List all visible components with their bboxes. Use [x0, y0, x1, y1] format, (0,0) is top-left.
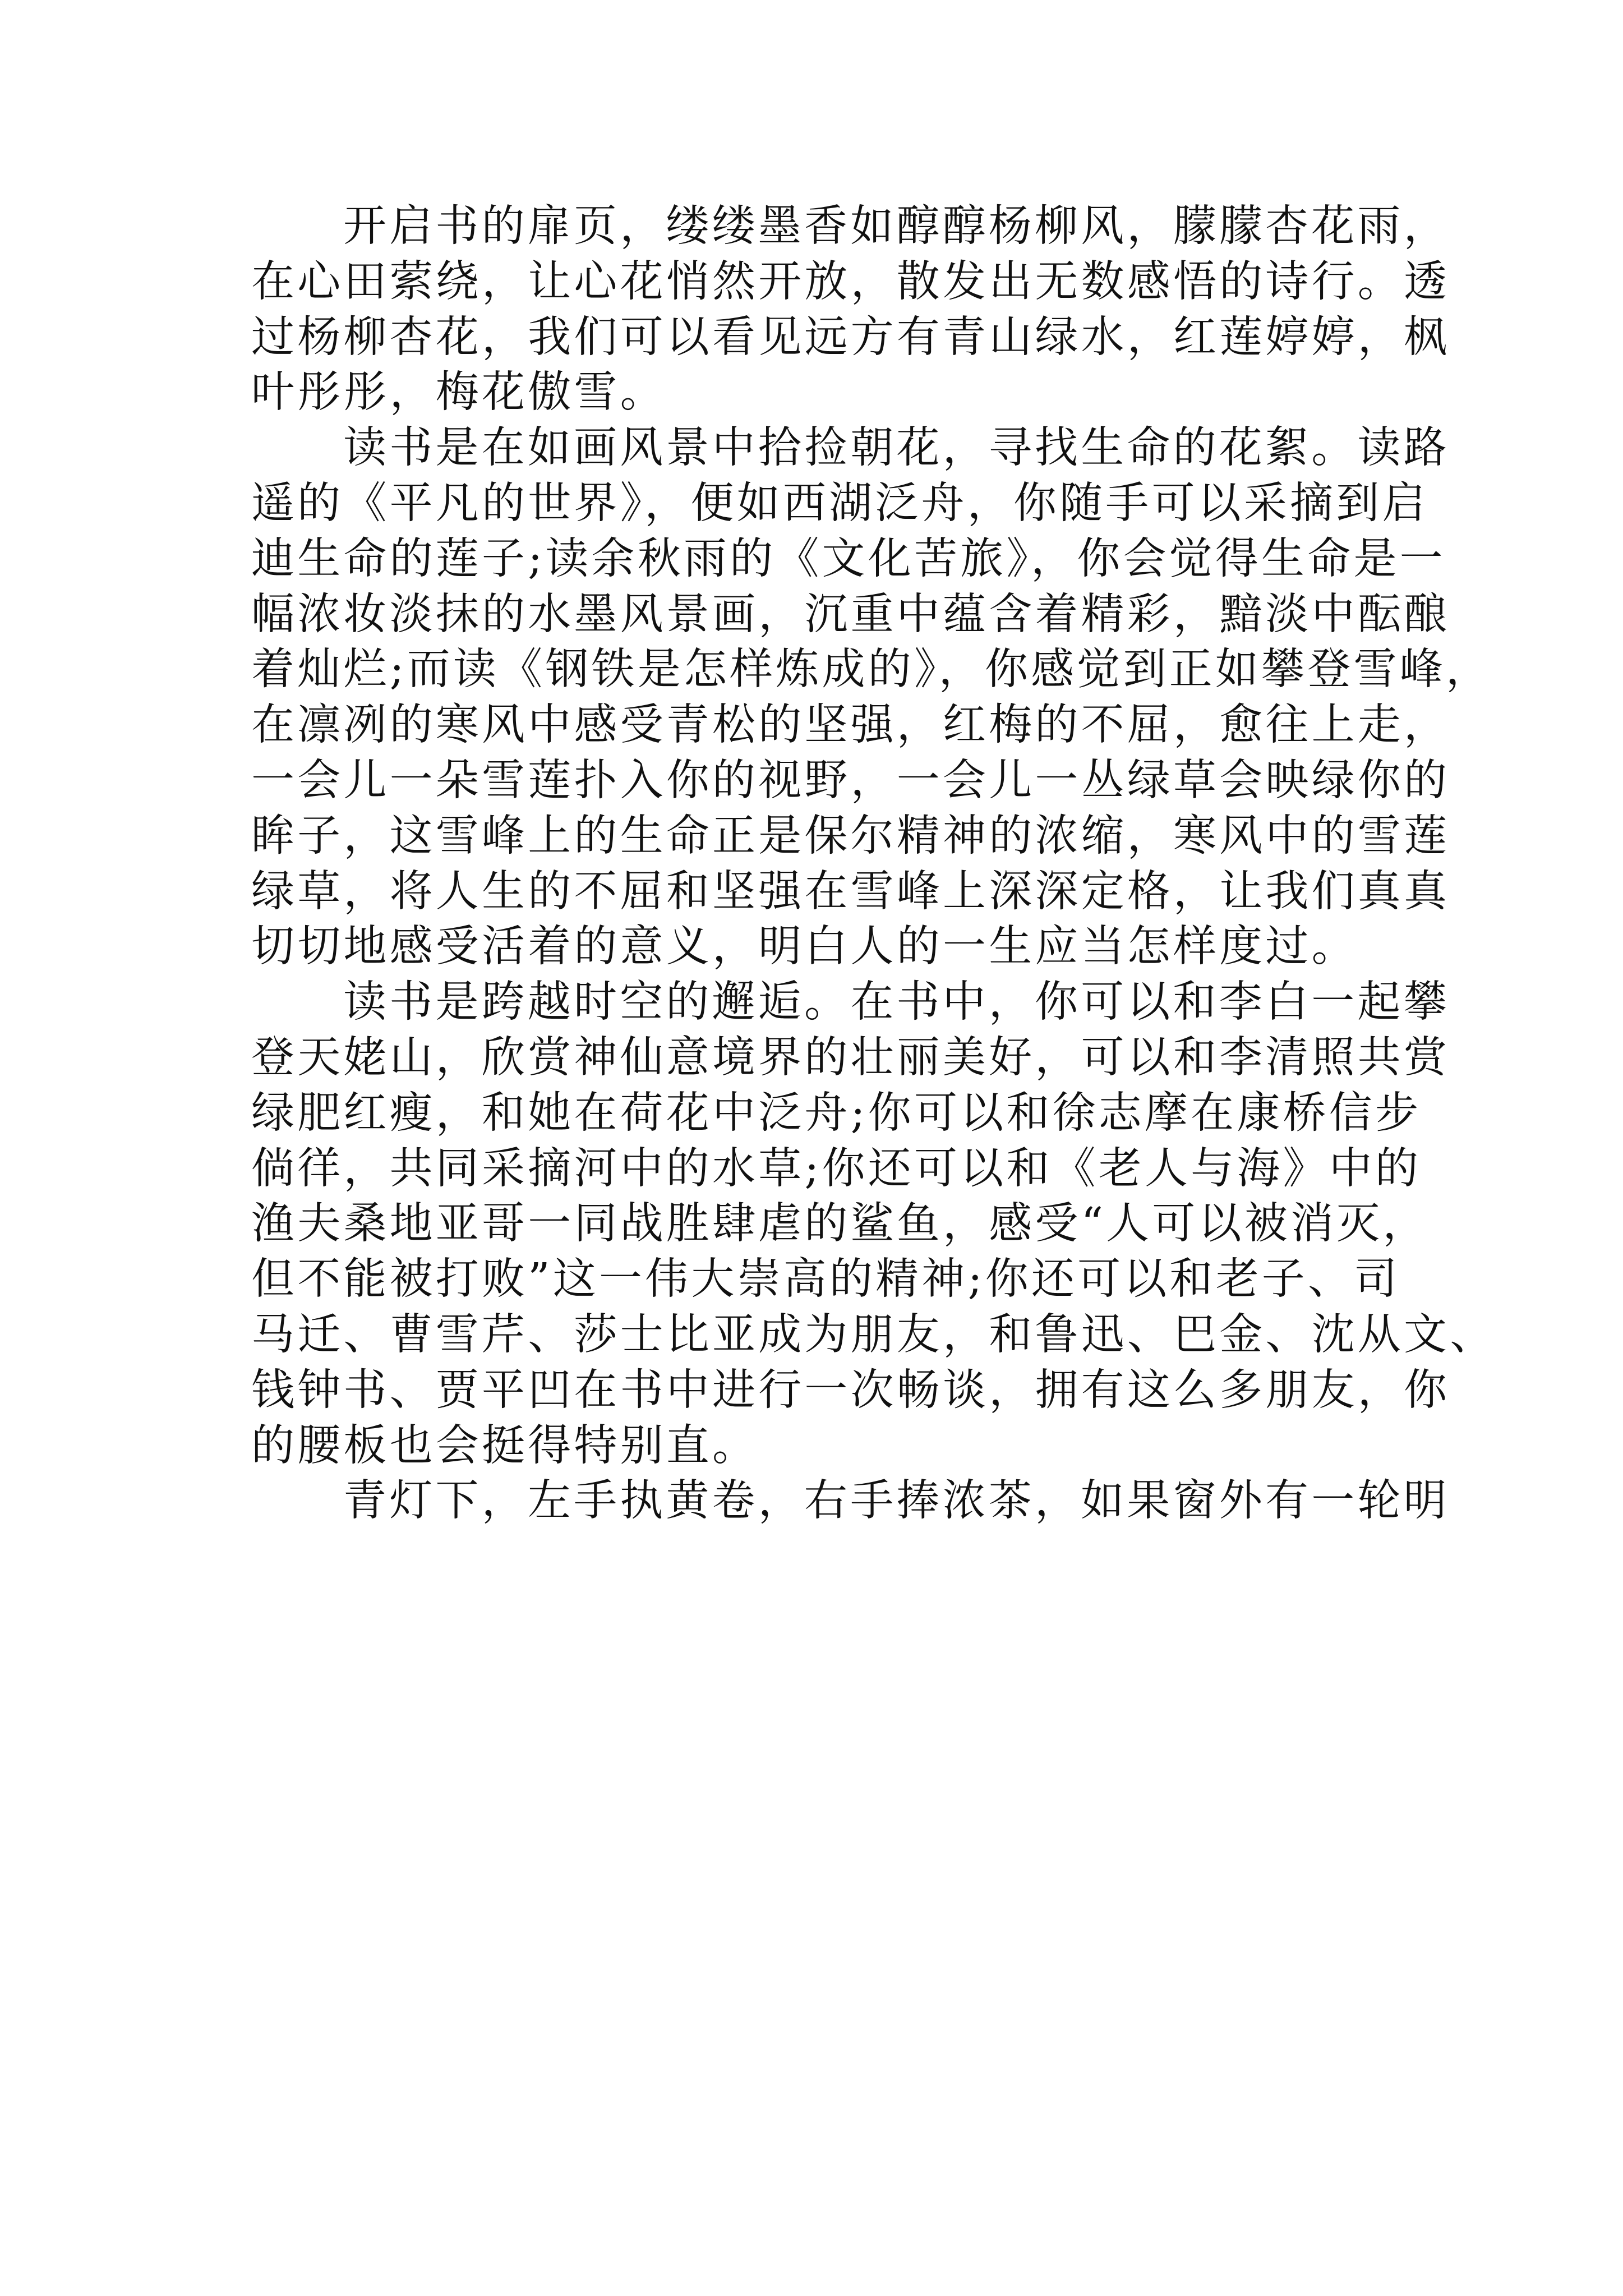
text-line: 的腰板也会挺得特别直。 — [251, 1420, 759, 1471]
text-line: 着灿烂;而读《钢铁是怎样炼成的》，你感觉到正如攀登雪峰， — [251, 645, 1492, 695]
text-line: 绿肥红瘦，和她在荷花中泛舟;你可以和徐志摩在康桥信步 — [251, 1088, 1422, 1138]
text-line: 迪生命的莲子;读余秋雨的《文化苦旅》，你会觉得生命是一 — [251, 533, 1446, 584]
text-line: 叶彤彤，梅花傲雪。 — [251, 367, 666, 418]
text-line: 读书是在如画风景中拾捡朝花，寻找生命的花絮。读路 — [343, 423, 1450, 473]
text-line: 读书是跨越时空的邂逅。在书中，你可以和李白一起攀 — [343, 977, 1450, 1028]
text-line: 在心田萦绕，让心花悄然开放，散发出无数感悟的诗行。透 — [251, 256, 1450, 307]
text-line: 登天姥山，欣赏神仙意境界的壮丽美好，可以和李清照共赏 — [251, 1032, 1450, 1083]
text-line: 渔夫桑地亚哥一同战胜肆虐的鲨鱼，感受“人可以被消灭， — [251, 1199, 1429, 1249]
text-line: 幅浓妆淡抹的水墨风景画，沉重中蕴含着精彩，黯淡中酝酿 — [251, 589, 1450, 639]
text-line: 眸子，这雪峰上的生命正是保尔精神的浓缩，寒风中的雪莲 — [251, 811, 1450, 861]
text-line: 过杨柳杏花，我们可以看见远方有青山绿水，红莲婷婷，枫 — [251, 312, 1450, 362]
text-line: 遥的《平凡的世界》，便如西湖泛舟，你随手可以采摘到启 — [251, 478, 1428, 528]
text-line: 绿草，将人生的不屈和坚强在雪峰上深深定格，让我们真真 — [251, 866, 1450, 917]
text-line: 一会儿一朵雪莲扑入你的视野，一会儿一丛绿草会映绿你的 — [251, 755, 1450, 806]
paragraph-1 — [251, 199, 1450, 421]
text-line: 切切地感受活着的意义，明白人的一生应当怎样度过。 — [251, 922, 1358, 972]
text-line: 在凛冽的寒风中感受青松的坚强，红梅的不屈，愈往上走， — [251, 700, 1450, 751]
document-body — [251, 199, 1496, 1529]
text-line: 马迁、曹雪芹、莎士比亚成为朋友，和鲁迅、巴金、沈从文、 — [251, 1309, 1496, 1360]
paragraph-2 — [251, 421, 1492, 975]
text-line: 钱钟书、贾平凹在书中进行一次畅谈，拥有这么多朋友，你 — [251, 1365, 1450, 1415]
text-line: 青灯下，左手执黄卷，右手捧浓茶，如果窗外有一轮明 — [343, 1476, 1450, 1526]
text-line: 开启书的扉页，缕缕墨香如醇醇杨柳风，朦朦杏花雨， — [343, 201, 1450, 251]
paragraph-3 — [251, 975, 1496, 1474]
text-line: 但不能被打败”这一伟大崇高的精神;你还可以和老子、司 — [251, 1254, 1400, 1305]
text-line: 倘徉，共同采摘河中的水草;你还可以和《老人与海》中的 — [251, 1143, 1422, 1194]
paragraph-4 — [251, 1474, 1450, 1529]
